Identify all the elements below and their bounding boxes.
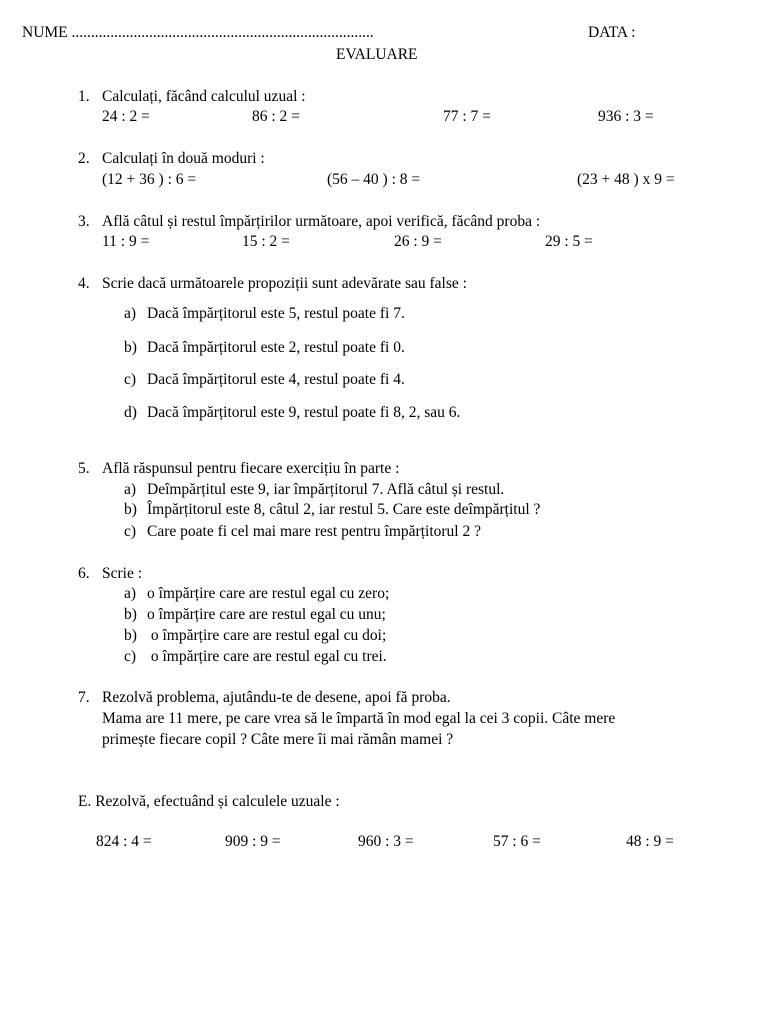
calculation-item: 11 : 9 =: [102, 233, 150, 250]
calculation-item: (56 – 40 ) : 8 =: [327, 171, 421, 188]
exercise-number: 7.: [78, 689, 90, 706]
item-letter: b): [124, 501, 137, 518]
exercise-title: Află câtul și restul împărțirilor următoare, apoi verifică, făcând proba :: [102, 213, 541, 230]
calculation-item: 15 : 2 =: [242, 233, 290, 250]
item-letter: c): [124, 371, 137, 388]
statement-text: Dacă împărțitorul este 4, restul poate fi 4.: [147, 371, 405, 388]
statement-text: Dacă împărțitorul este 5, restul poate fi 7.: [147, 305, 405, 322]
item-letter: c): [124, 523, 137, 540]
item-letter: b): [124, 606, 137, 623]
exercise-number: 5.: [78, 460, 90, 477]
calculation-item: (12 + 36 ) : 6 =: [102, 171, 197, 188]
question-text: Deîmpărțitul este 9, iar împărțitorul 7. Află câtul și restul.: [147, 481, 505, 498]
page-title: EVALUARE: [336, 46, 418, 63]
task-text: o împărțire care are restul egal cu trei.: [147, 648, 387, 665]
problem-text-line-2: primește fiecare copil ? Câte mere îi mai rămân mamei ?: [102, 731, 454, 748]
item-letter: a): [124, 481, 137, 498]
calculation-item: 48 : 9 =: [626, 833, 674, 850]
calculation-item: 29 : 5 =: [545, 233, 593, 250]
item-letter: d): [124, 404, 137, 421]
date-field-label: DATA :: [588, 24, 636, 41]
problem-text-line-1: Mama are 11 mere, pe care vrea să le împartă în mod egal la cei 3 copii. Câte mere: [102, 710, 616, 727]
item-letter: b): [124, 627, 137, 644]
exercise-title: Scrie dacă următoarele propoziții sunt adevărate sau false :: [102, 275, 467, 292]
exercise-number: 3.: [78, 213, 90, 230]
task-text: o împărțire care are restul egal cu zero;: [147, 585, 390, 602]
calculation-item: 26 : 9 =: [394, 233, 442, 250]
task-text: o împărțire care are restul egal cu unu;: [147, 606, 386, 623]
statement-text: Dacă împărțitorul este 9, restul poate fi 8, 2, sau 6.: [147, 404, 461, 421]
calculation-item: 57 : 6 =: [493, 833, 541, 850]
exercise-title: Află răspunsul pentru fiecare exercițiu în parte :: [102, 460, 400, 477]
statement-text: Dacă împărțitorul este 2, restul poate fi 0.: [147, 339, 405, 356]
item-letter: a): [124, 305, 137, 322]
question-text: Împărțitorul este 8, câtul 2, iar restul 5. Care este deîmpărțitul ?: [147, 501, 541, 518]
task-text: o împărțire care are restul egal cu doi;: [147, 627, 387, 644]
question-text: Care poate fi cel mai mare rest pentru împărțitorul 2 ?: [147, 523, 481, 540]
exercise-number: 6.: [78, 565, 90, 582]
item-letter: a): [124, 585, 137, 602]
exercise-title: Calculați, făcând calculul uzual :: [102, 88, 306, 105]
exercise-number: 2.: [78, 150, 90, 167]
calculation-item: 936 : 3 =: [598, 108, 654, 125]
calculation-item: 960 : 3 =: [358, 833, 414, 850]
calculation-item: 77 : 7 =: [443, 108, 491, 125]
calculation-item: 24 : 2 =: [102, 108, 150, 125]
calculation-item: 909 : 9 =: [225, 833, 281, 850]
calculation-item: 824 : 4 =: [96, 833, 152, 850]
exercise-title: Calculați în două moduri :: [102, 150, 265, 167]
name-field-label: NUME ..............................................................................: [22, 24, 374, 41]
item-letter: c): [124, 648, 137, 665]
exercise-number: 4.: [78, 275, 90, 292]
item-letter: b): [124, 339, 137, 356]
exercise-title: Rezolvă problema, ajutându-te de desene, apoi fă proba.: [102, 689, 451, 706]
exercise-number: 1.: [78, 88, 90, 105]
calculation-item: 86 : 2 =: [252, 108, 300, 125]
calculation-item: (23 + 48 ) x 9 =: [577, 171, 675, 188]
exercise-title: E. Rezolvă, efectuând și calculele uzuale :: [78, 793, 340, 810]
exercise-title: Scrie :: [102, 565, 143, 582]
